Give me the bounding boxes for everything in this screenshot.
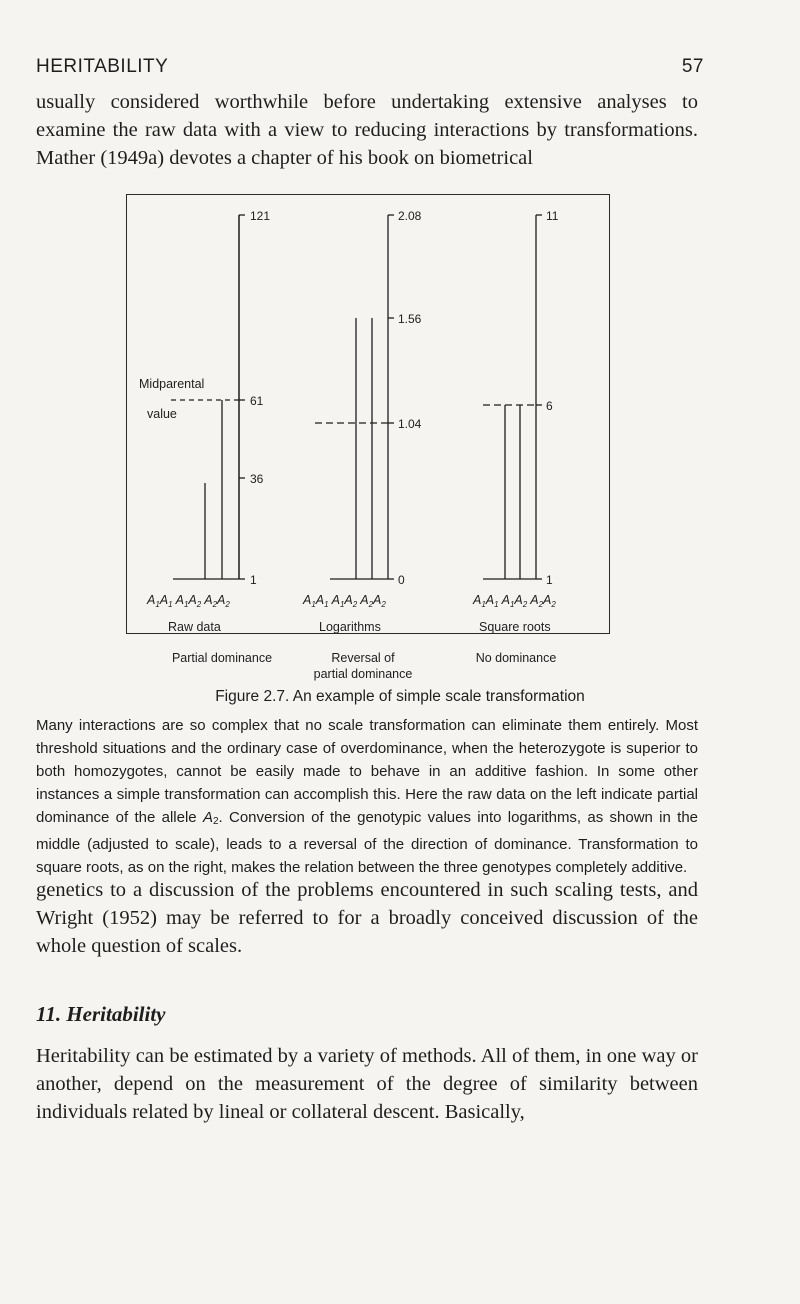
log-scale-label: Logarithms [319,620,381,633]
figure-2-7 [126,194,610,634]
section-paragraph: Heritability can be estimated by a variety of methods. All of them, in one way or another, depend on the measurement of the degree of similarity between individuals related by lineal or collateral descent. Basically, [36,1045,698,1123]
raw-tick-36: 36 [250,472,264,486]
midparental-label: Midparental [139,377,205,391]
running-head [36,56,704,78]
running-head-title: HERITABILITY [36,56,169,77]
log-tick-1.04: 1.04 [398,417,422,431]
sqrt-dominance-label: No dominance [475,651,557,665]
sqrt-genotype-labels: $A_1A_1$ $A_1A_2$ $A_2A_2$ [473,593,556,609]
raw-dominance-label: Partial dominance [171,651,273,665]
log-genotype-labels: $A_1A_1$ $A_1A_2$ $A_2A_2$ [303,593,386,609]
midparental-label-2: value [147,407,177,421]
log-tick-0: 0 [398,573,405,587]
sqrt-tick-11: 11 [546,209,559,223]
figure-diagram [127,195,609,633]
raw-tick-1: 1 [250,573,257,587]
raw-genotype-labels: $A_1A_1$ $A_1A_2$ $A_2A_2$ [147,593,230,609]
raw-tick-61: 61 [250,394,264,408]
page-number: 57 [681,56,704,77]
figure-description: Many interactions are so complex that no scale transformation can eliminate them entirely. Most threshold situations and the ordinary case of overdominance, when the heterozygote is superior to both homozygotes, cannot be easily made to behave in an additive fashion. In some other instances a simple transformation can accomplish this. Here the raw data on the left indicate partial dominance of the allele $A_2$. Conversion of the genotypic values into logarithms, as shown in the middle (adjusted to scale), leads to a reversal of the direction of dominance. Transformation to square roots, as on the right, makes the relation between the three genotypes completely additive. [36,717,699,876]
figure-caption: Figure 2.7. An example of simple scale transformation [215,688,585,705]
log-tick-2.08: 2.08 [398,209,422,223]
paragraph-after-figure: genetics to a discussion of the problems encountered in such scaling tests, and Wright (1952) may be referred to for a broadly conceived discussion of the whole question of scales. [36,879,698,957]
log-dominance-label: Reversal of partial dominance [313,651,413,681]
log-tick-1.56: 1.56 [398,312,422,326]
sqrt-scale-label: Square roots [479,620,551,633]
sqrt-tick-1: 1 [546,573,553,587]
paragraph-top: usually considered worthwhile before undertaking extensive analyses to examine the raw data with a view to reducing interactions by transformations. Mather (1949a) devotes a chapter of his book on biometrical [36,91,698,169]
sqrt-tick-6: 6 [546,399,553,413]
raw-scale-label: Raw data [168,620,221,633]
raw-tick-121: 121 [250,209,271,223]
section-heading: 11. Heritability [36,1002,166,1026]
